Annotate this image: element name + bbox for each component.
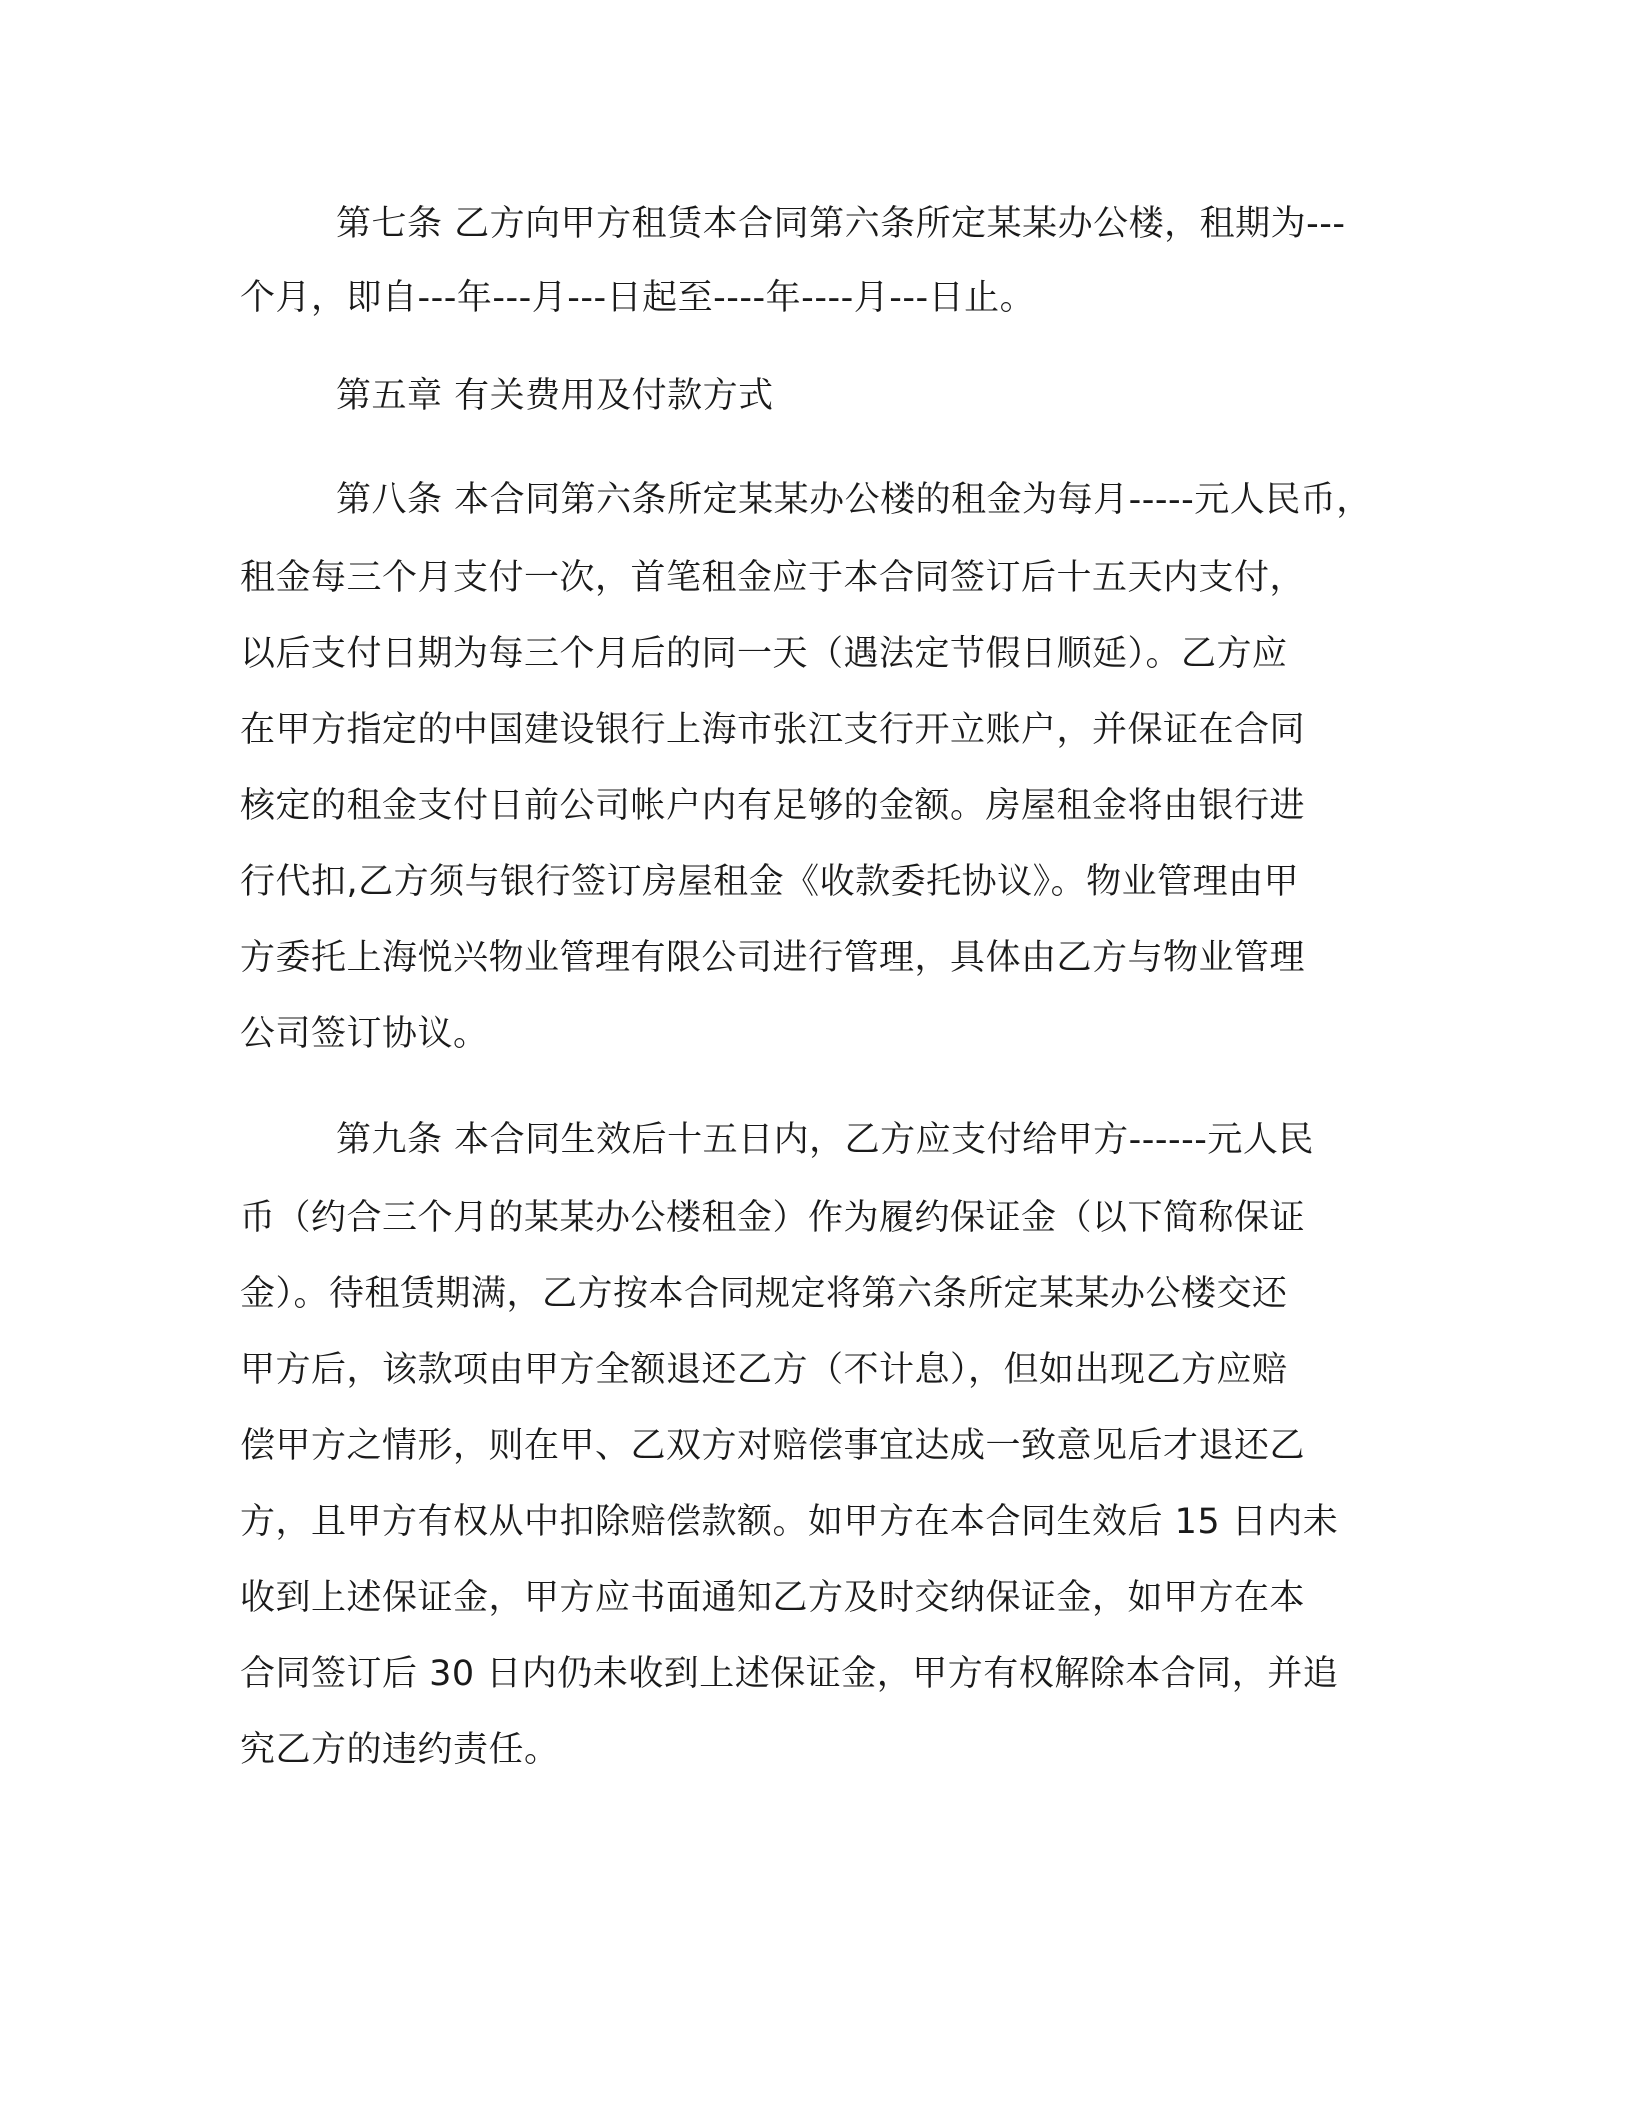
article-8-line-5: 核定的租金支付日前公司帐户内有足够的金额。房屋租金将由银行进 bbox=[240, 786, 1306, 826]
article-9-line-5: 偿甲方之情形，则在甲、乙双方对赔偿事宜达成一致意见后才退还乙 bbox=[240, 1426, 1306, 1466]
article-8-line-3: 以后支付日期为每三个月后的同一天（遇法定节假日顺延）。乙方应 bbox=[240, 634, 1288, 674]
article-9-line-6: 方，且甲方有权从中扣除赔偿款额。如甲方在本合同生效后 15 日内未 bbox=[240, 1502, 1339, 1542]
article-8-line-4: 在甲方指定的中国建设银行上海市张江支行开立账户，并保证在合同 bbox=[240, 710, 1306, 750]
article-8-line-2: 租金每三个月支付一次，首笔租金应于本合同签订后十五天内支付， bbox=[240, 558, 1306, 598]
article-9-line-1: 第九条 本合同生效后十五日内，乙方应支付给甲方------元人民 bbox=[336, 1120, 1314, 1160]
article-9-line-7: 收到上述保证金，甲方应书面通知乙方及时交纳保证金，如甲方在本 bbox=[240, 1578, 1306, 1618]
article-8-line-8: 公司签订协议。 bbox=[240, 1014, 489, 1054]
article-9-line-4: 甲方后，该款项由甲方全额退还乙方（不计息），但如出现乙方应赔 bbox=[240, 1350, 1288, 1390]
article-7-line-2: 个月，即自---年---月---日起至----年----月---日止。 bbox=[240, 278, 1036, 318]
article-9-line-2: 币（约合三个月的某某办公楼租金）作为履约保证金（以下简称保证 bbox=[240, 1198, 1306, 1238]
article-7-line-1: 第七条 乙方向甲方租赁本合同第六条所定某某办公楼，租期为--- bbox=[336, 204, 1346, 244]
article-9-line-3: 金）。待租赁期满，乙方按本合同规定将第六条所定某某办公楼交还 bbox=[240, 1274, 1288, 1314]
article-8-line-7: 方委托上海悦兴物业管理有限公司进行管理，具体由乙方与物业管理 bbox=[240, 938, 1306, 978]
article-8-line-1: 第八条 本合同第六条所定某某办公楼的租金为每月-----元人民币， bbox=[336, 480, 1372, 520]
article-9-line-8: 合同签订后 30 日内仍未收到上述保证金，甲方有权解除本合同，并追 bbox=[240, 1654, 1339, 1694]
article-8-line-6: 行代扣,乙方须与银行签订房屋租金《收款委托协议》。物业管理由甲 bbox=[240, 862, 1300, 902]
article-9-line-9: 究乙方的违约责任。 bbox=[240, 1730, 560, 1770]
chapter-5-heading: 第五章 有关费用及付款方式 bbox=[336, 376, 774, 416]
